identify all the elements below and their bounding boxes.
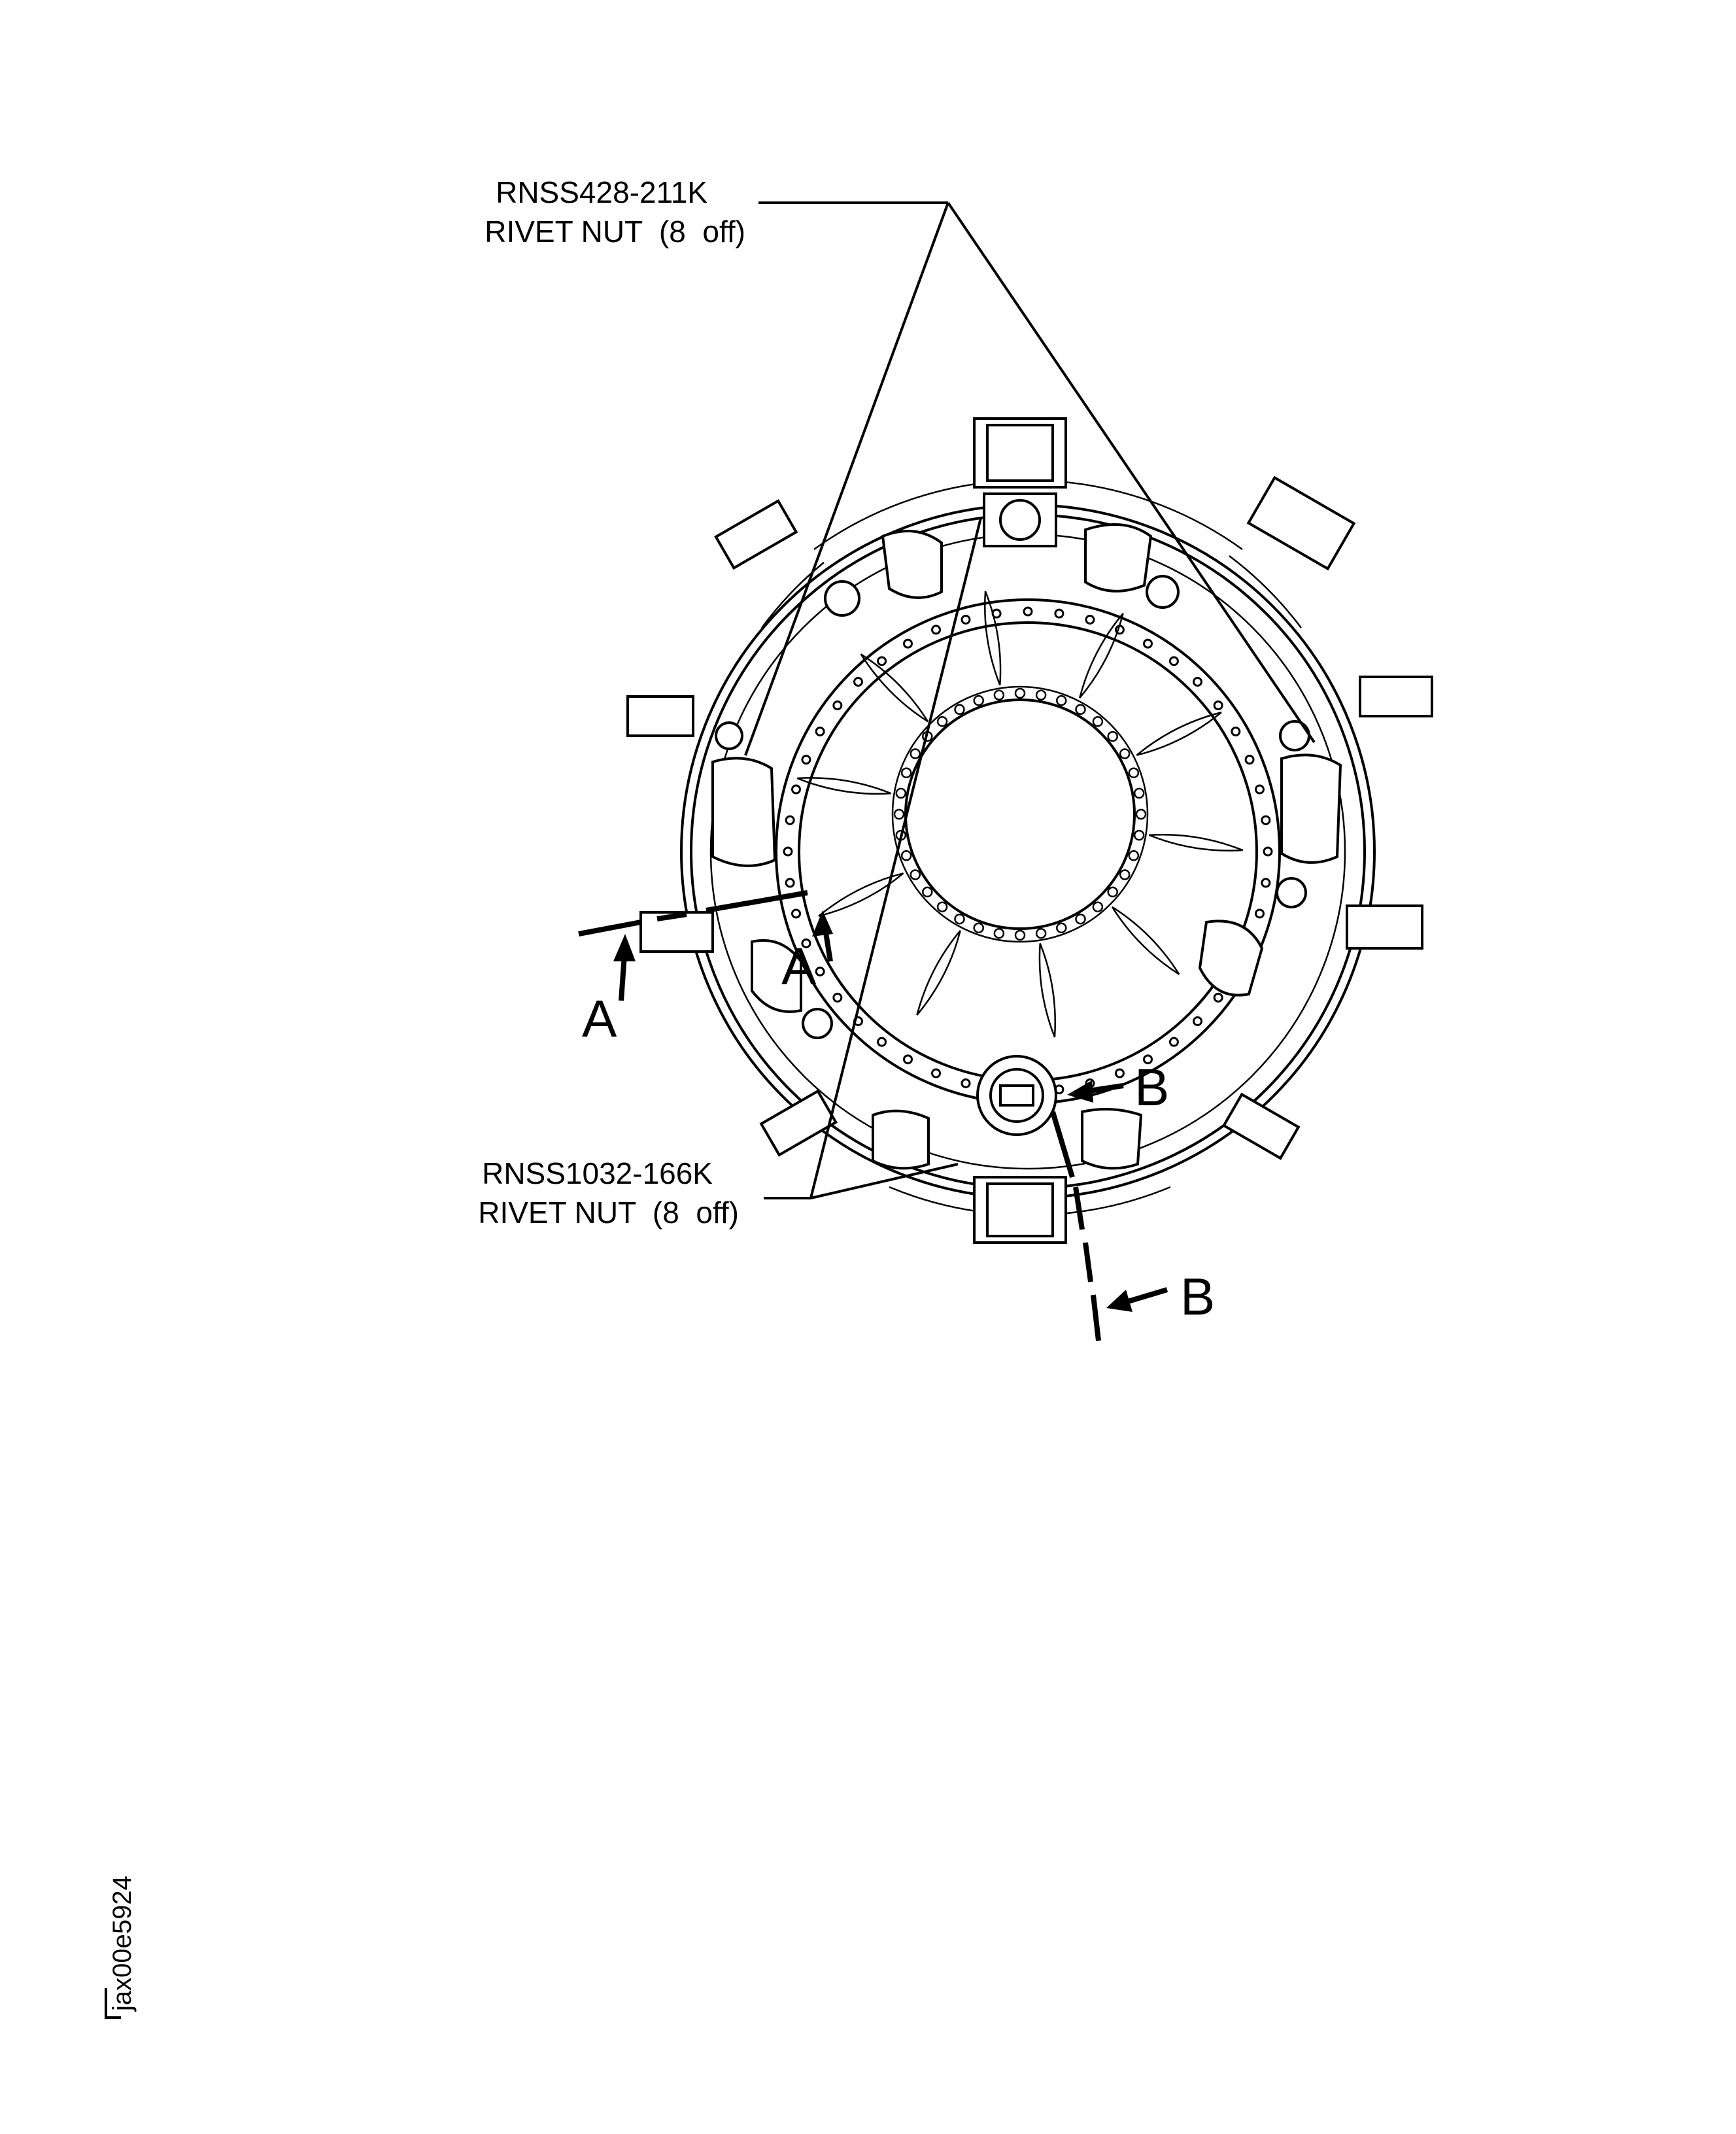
hub-scallop <box>995 691 1004 700</box>
hub-scallop <box>1015 689 1025 698</box>
bottom-callout-part-number: RNSS1032-166K <box>482 1156 713 1190</box>
rivet-hole <box>904 1056 912 1063</box>
rivet-hole <box>1115 1069 1123 1077</box>
hub-scallop <box>1093 903 1102 912</box>
rivet-hole <box>834 993 842 1001</box>
hub-scallop <box>995 929 1004 938</box>
hub-scallop <box>938 903 947 912</box>
top-callout-part-number: RNSS428-211K <box>496 175 707 209</box>
rivet-hole <box>816 728 824 736</box>
hub-scallop <box>894 810 904 819</box>
hub-scallop <box>1057 696 1066 705</box>
hub-vane <box>1149 835 1242 850</box>
rivet-hole <box>1214 702 1222 710</box>
hub-scallop <box>1136 810 1146 819</box>
figure-id: jax00e5924 <box>108 1876 137 2011</box>
rivet-hole <box>932 1069 940 1077</box>
top-callout-description: RIVET NUT (8 off) <box>485 215 745 249</box>
hub-scallop <box>896 789 906 798</box>
rivet-hole <box>1194 678 1202 685</box>
rivet-hole <box>1170 657 1178 665</box>
rivet-hole <box>962 1079 970 1087</box>
hub-scallop <box>938 717 947 726</box>
hub-scallop <box>1093 717 1102 726</box>
rivet-hole <box>1246 756 1253 764</box>
rivet-hole <box>1170 1038 1178 1046</box>
hub-scallop <box>1134 789 1144 798</box>
rivet-hole <box>1262 879 1270 887</box>
fitting-b <box>978 1056 1056 1135</box>
hub-scallop <box>902 768 911 778</box>
hub-scallop <box>902 851 911 860</box>
hub-scallop <box>911 870 920 880</box>
rivet-hole <box>878 1038 886 1046</box>
section-label-a-inner: A <box>781 937 817 995</box>
rivet-hole <box>878 657 886 665</box>
rivet-hole <box>904 640 912 647</box>
rivet-hole <box>1214 993 1222 1001</box>
rivet-hole <box>784 848 792 855</box>
rivet-hole <box>854 678 862 685</box>
hub-vane <box>1136 712 1221 755</box>
hub-vane <box>1112 907 1179 974</box>
rivet-hole <box>802 756 810 764</box>
bottom-callout-description: RIVET NUT (8 off) <box>478 1196 739 1230</box>
rivet-hole <box>792 910 800 918</box>
rivet-hole <box>962 616 970 624</box>
hub-scallop <box>1108 732 1117 741</box>
hub-vane <box>1040 944 1055 1037</box>
rivet-hole <box>786 816 794 824</box>
hub-scallop <box>955 705 964 714</box>
hub-scallop <box>1036 929 1046 938</box>
hub-scallop <box>1134 831 1144 840</box>
rivet-hole <box>1264 848 1272 855</box>
hub-vane <box>985 591 1000 685</box>
rivet-hole <box>1055 610 1063 617</box>
hub-scallop <box>923 887 932 897</box>
hub-scallop <box>1057 923 1066 933</box>
intermediate-ring <box>776 600 1280 1103</box>
hub-vane <box>917 931 960 1015</box>
rivet-hole <box>816 968 824 976</box>
rivet-hole <box>1024 608 1032 615</box>
hub-scallop <box>1120 870 1129 880</box>
section-label-b-inner: B <box>1134 1058 1170 1116</box>
hub-scallop <box>1108 887 1117 897</box>
section-label-a-outer: A <box>582 990 617 1048</box>
rivet-hole <box>1255 785 1263 793</box>
hub-scallop <box>974 923 983 933</box>
hub-scallop <box>974 696 983 705</box>
hub-scallop <box>1015 931 1025 940</box>
rivet-hole <box>1232 728 1240 736</box>
hub-scallop <box>1076 705 1085 714</box>
hub-scallop <box>1076 914 1085 923</box>
rivet-hole <box>1255 910 1263 918</box>
hub-scallop <box>911 749 920 759</box>
rivet-hole <box>932 626 940 634</box>
rivet-hole <box>792 785 800 793</box>
rivet-hole <box>834 702 842 710</box>
section-label-b-outer: B <box>1180 1267 1216 1326</box>
hub-scallop <box>1129 851 1138 860</box>
hub-scallop <box>955 914 964 923</box>
rivet-hole <box>786 879 794 887</box>
hub-scallop <box>1120 749 1129 759</box>
rivet-hole <box>1086 616 1094 624</box>
figure-id-marker <box>106 1876 137 2018</box>
hub-scallop <box>1129 768 1138 778</box>
rivet-hole <box>1144 640 1152 647</box>
rivet-hole <box>1194 1018 1202 1025</box>
rivet-hole <box>1262 816 1270 824</box>
hub-scallop <box>1036 691 1046 700</box>
